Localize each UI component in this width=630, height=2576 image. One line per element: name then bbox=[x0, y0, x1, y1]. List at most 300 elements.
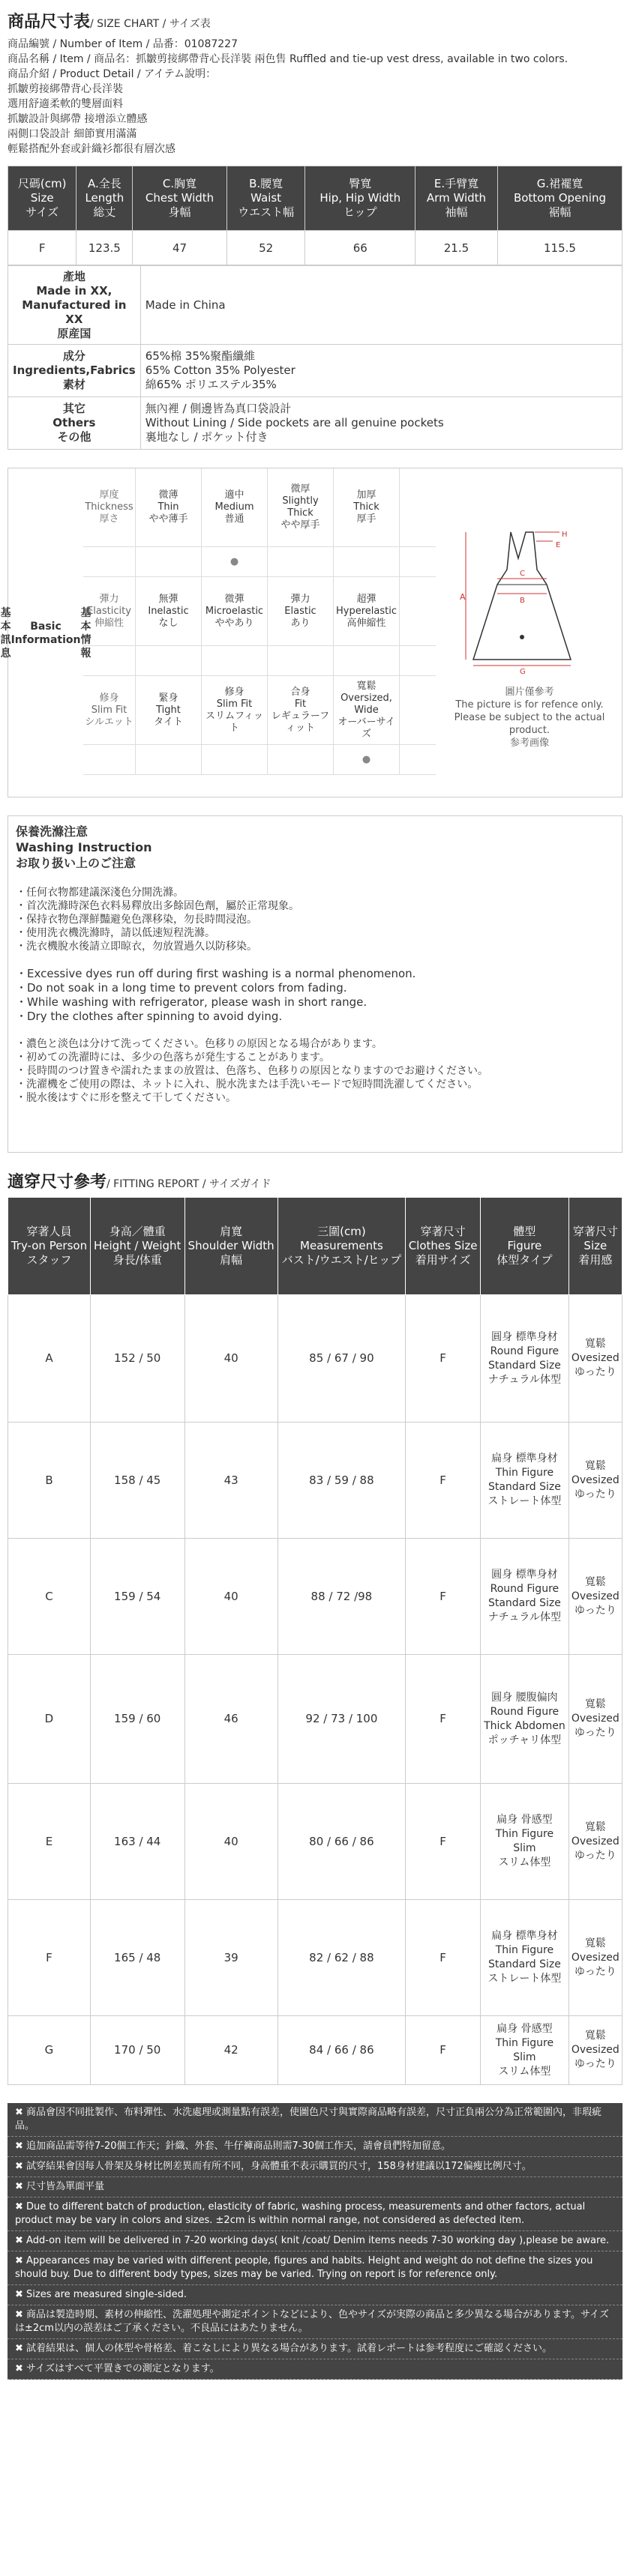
cell-line: 圓身 標準身材 bbox=[491, 1330, 558, 1343]
cell-line: ポッチャリ体型 bbox=[488, 1734, 562, 1746]
header-line: 體型 bbox=[513, 1225, 536, 1238]
header-line: 裾幅 bbox=[548, 205, 572, 219]
value-line: Without Lining / Side pockets are all genuine pockets bbox=[145, 416, 444, 429]
washing-en bbox=[16, 967, 614, 1024]
size-cell: 47 bbox=[133, 231, 226, 265]
cell-line: Round Figure bbox=[490, 1583, 560, 1595]
info-line: 商品名稱 / Item / 商品名：抓皺剪接綁帶背心長洋裝 兩色售 Ruffled and tie-up vest dress, available in two colors. bbox=[8, 53, 568, 65]
option-line: スリムフィット bbox=[206, 710, 263, 734]
wash-line: ・保持衣物色澤鮮豔避免色澤移染，勿長時間浸泡。 bbox=[16, 914, 257, 926]
option-line: やや厚手 bbox=[280, 519, 320, 531]
wash-line: ・任何衣物都建議深淺色分開洗滌。 bbox=[16, 887, 184, 899]
wash-line: ・首次洗滌時深色衣料易釋放出多餘固色劑，屬於正常現象。 bbox=[16, 900, 299, 912]
cell-line: ゆったり bbox=[574, 1849, 616, 1862]
option-line: Slim Fit bbox=[216, 698, 253, 710]
wash-line: ・濃色と淡色は分けて洗ってください。色移りの原因となる場合があります。 bbox=[16, 1038, 382, 1050]
row-name bbox=[83, 577, 136, 645]
header-line: 総丈 bbox=[93, 205, 116, 219]
header-line: 身幅 bbox=[168, 205, 191, 219]
selection-dot bbox=[268, 547, 334, 576]
option-cell bbox=[268, 577, 334, 645]
option-line: Medium bbox=[214, 501, 254, 513]
svg-text:A: A bbox=[460, 592, 466, 602]
selection-dot bbox=[136, 547, 202, 576]
fit-cell: C bbox=[8, 1539, 91, 1655]
note-line: ✖ 追加商品需等待7-20個工作天；針織、外套、牛仔褲商品則需7-30個工作天，請會員們特加留意。 bbox=[8, 2137, 622, 2157]
header-line: Measurements bbox=[300, 1239, 383, 1252]
cell-line: Standard Size bbox=[488, 1597, 561, 1609]
info-line: 選用舒適柔軟的雙層面料 bbox=[8, 98, 123, 110]
fit-cell: 88 / 72 /98 bbox=[278, 1539, 405, 1655]
origin-value: Made in China bbox=[140, 266, 622, 345]
fit-cell bbox=[481, 1423, 568, 1539]
header-line: Size bbox=[584, 1239, 608, 1252]
cell-line: Slim bbox=[513, 1842, 536, 1854]
fit-cell bbox=[481, 1784, 568, 1900]
material-table bbox=[8, 265, 622, 450]
size-cell: 21.5 bbox=[416, 231, 498, 265]
header-line: 尺碼(cm) bbox=[17, 177, 67, 190]
label-line: 基本訊息 bbox=[0, 607, 11, 660]
selection-dot bbox=[136, 646, 202, 675]
size-header bbox=[133, 166, 226, 231]
title-line: 保養洗滌注意 bbox=[16, 824, 88, 839]
name-line: シルエット bbox=[85, 716, 134, 728]
fit-cell: 83 / 59 / 88 bbox=[278, 1423, 405, 1539]
header-line: 着用サイズ bbox=[415, 1253, 471, 1267]
fit-cell: 84 / 66 / 86 bbox=[278, 2016, 405, 2085]
wash-line: ・洗濯機をご使用の際は、ネットに入れ、脱水洗または手洗いモードで短時間洗濯してください。 bbox=[16, 1079, 478, 1091]
label-line: 原産国 bbox=[57, 326, 92, 340]
selection-dot: ● bbox=[334, 745, 400, 774]
fit-cell: B bbox=[8, 1423, 91, 1539]
fit-cell: 170 / 50 bbox=[90, 2016, 184, 2085]
header-line: 身高／體重 bbox=[109, 1225, 166, 1238]
header-line: 体型タイプ bbox=[496, 1253, 553, 1267]
option-line: 合身 bbox=[290, 686, 310, 698]
cell-line: Round Figure bbox=[490, 1345, 560, 1357]
option-line: Oversized, Wide bbox=[340, 692, 392, 716]
note-line: ✖ Due to different batch of production, elasticity of fabric, washing process, measurements and other factors, actual product may be vary in colors and sizes. ±2cm is within normal range, not considered as defected item. bbox=[8, 2198, 622, 2231]
option-line: 緊身 bbox=[158, 692, 178, 704]
selection-dot bbox=[136, 745, 202, 774]
cell-line: 圓身 腰腹偏肉 bbox=[491, 1691, 558, 1704]
fit-header bbox=[278, 1198, 405, 1295]
header-line: 肩幅 bbox=[220, 1253, 243, 1267]
note-line: 参考画像 bbox=[509, 737, 549, 749]
fit-header bbox=[481, 1198, 568, 1295]
fit-cell: 46 bbox=[184, 1655, 278, 1784]
note-line: ✖ Appearances may be varied with different people, figures and habits. Height and weight do not define the sizes you should buy. Due to different body types, sizes may be varied. Trying on report is for reference only. bbox=[8, 2251, 622, 2285]
header-line: 袖幅 bbox=[445, 205, 468, 219]
option-cell bbox=[334, 577, 400, 645]
header-line: 臀寬 bbox=[349, 177, 372, 190]
fit-row bbox=[8, 2016, 622, 2085]
option-cell bbox=[202, 468, 268, 546]
note-line: ✖ サイズはすべて平置きでの測定となります。 bbox=[8, 2359, 622, 2380]
note-line: ✖ 試穿結果會因每人骨架及身材比例差異而有所不同，身高體重不表示購買的尺寸，158身材建議以172偏瘦比例尺寸。 bbox=[8, 2157, 622, 2177]
figure-note bbox=[451, 686, 608, 749]
cell-line: スリム体型 bbox=[498, 1856, 551, 1868]
wash-line: ・初めての洗濯時には、多少の色落ちが発生することがあります。 bbox=[16, 1052, 330, 1064]
option-line: レギュラーフィット bbox=[271, 710, 330, 734]
basic-info-grid bbox=[83, 468, 436, 775]
name-line: Elasticity bbox=[87, 605, 131, 617]
option-line: Elastic bbox=[284, 605, 316, 617]
basic-row bbox=[83, 468, 436, 547]
header-line: ヒップ bbox=[343, 205, 377, 219]
note-line: ✖ 商品會因不同批製作、布料彈性、水洗處理或測量點有誤差，使圖色尺寸與實際商品略有誤差，尺寸正負兩公分為正常範圍內，非瑕疵品。 bbox=[8, 2103, 622, 2137]
cell-line: Slim bbox=[513, 2051, 536, 2063]
washing-box bbox=[8, 815, 622, 1153]
option-line: Thick bbox=[353, 501, 380, 513]
option-line: 寬鬆 bbox=[356, 680, 376, 692]
fit-cell: 165 / 48 bbox=[90, 1900, 184, 2016]
option-cell bbox=[268, 468, 334, 546]
cell-line: Ovesized bbox=[571, 1590, 620, 1602]
info-line: 輕鬆搭配外套或針織衫都很有層次感 bbox=[8, 143, 176, 155]
size-cell: 123.5 bbox=[76, 231, 133, 265]
washing-ja bbox=[16, 1037, 614, 1105]
fit-cell bbox=[568, 1784, 622, 1900]
dot-row bbox=[83, 745, 436, 775]
option-cell bbox=[334, 468, 400, 546]
info-line: 抓皺剪接綁帶背心長洋裝 bbox=[8, 83, 123, 95]
cell-line: Ovesized bbox=[571, 1951, 620, 1964]
selection-dot: ● bbox=[202, 547, 268, 576]
option-line: 微薄 bbox=[158, 489, 178, 501]
option-cell bbox=[202, 676, 268, 744]
product-info bbox=[0, 37, 630, 157]
fit-cell: F bbox=[406, 1900, 481, 2016]
label-line: Manufactured in XX bbox=[22, 298, 127, 326]
option-line: 微厚 bbox=[290, 483, 310, 495]
fit-cell: 40 bbox=[184, 1295, 278, 1423]
header-line: G.裙襬寬 bbox=[536, 177, 584, 190]
fit-row bbox=[8, 1900, 622, 2016]
option-line: なし bbox=[158, 617, 178, 629]
wash-line: ・洗衣機脫水後請立即晾衣，勿放置過久以防移染。 bbox=[16, 941, 257, 953]
label-line: Others bbox=[52, 416, 96, 429]
fit-subtitle: / FITTING REPORT / サイズガイド bbox=[106, 1178, 272, 1190]
svg-text:B: B bbox=[520, 597, 525, 605]
cell-line: Thin Figure bbox=[495, 1828, 554, 1840]
header-line: バスト/ウエスト/ヒップ bbox=[281, 1253, 402, 1267]
cell-line: 寬鬆 bbox=[584, 1937, 606, 1949]
option-line: 高伸縮性 bbox=[346, 617, 386, 629]
header-line: B.腰寬 bbox=[249, 177, 284, 190]
cell-line: ストレート体型 bbox=[488, 1495, 562, 1507]
header-line: Waist bbox=[250, 191, 282, 205]
cell-line: Round Figure bbox=[490, 1705, 560, 1718]
svg-text:G: G bbox=[520, 668, 526, 675]
note-line: The picture is for refence only. Please be subject to the actual product. bbox=[454, 699, 605, 736]
cell-line: 圓身 標準身材 bbox=[491, 1569, 558, 1581]
fit-cell bbox=[568, 1900, 622, 2016]
fit-cell: E bbox=[8, 1784, 91, 1900]
fit-header bbox=[8, 1198, 91, 1295]
fit-cell: 152 / 50 bbox=[90, 1295, 184, 1423]
fit-cell: F bbox=[406, 1784, 481, 1900]
fit-row bbox=[8, 1423, 622, 1539]
wash-line: ・長時間のつけ置きや濡れたままの放置は、色落ち、色移りの原因となりますのでお避けください。 bbox=[16, 1065, 488, 1077]
cell-line: ゆったり bbox=[574, 1965, 616, 1978]
option-cell bbox=[202, 577, 268, 645]
option-line: やや薄手 bbox=[148, 513, 188, 525]
cell-line: Ovesized bbox=[571, 1352, 620, 1364]
notes-box bbox=[8, 2103, 622, 2380]
cell-line: Thin Figure bbox=[495, 1944, 554, 1956]
cell-line: Ovesized bbox=[571, 2044, 620, 2056]
size-header bbox=[76, 166, 133, 231]
size-table bbox=[8, 166, 622, 265]
cell-line: Thick Abdomen bbox=[484, 1719, 566, 1732]
composition-label bbox=[8, 345, 141, 397]
other-value bbox=[140, 397, 622, 450]
fit-cell: F bbox=[406, 1295, 481, 1423]
selection-dot bbox=[268, 646, 334, 675]
title-line: お取り扱い上のご注意 bbox=[16, 856, 136, 870]
title-line: Washing Instruction bbox=[16, 840, 152, 854]
fit-cell: F bbox=[406, 1655, 481, 1784]
cell-line: Ovesized bbox=[571, 1835, 620, 1847]
option-line: 加厚 bbox=[356, 489, 376, 501]
cell-line: ゆったり bbox=[574, 1727, 616, 1739]
selection-dot bbox=[334, 646, 400, 675]
label-line: 產地 bbox=[62, 269, 86, 283]
cell-line: Standard Size bbox=[488, 1958, 561, 1970]
fit-cell: 40 bbox=[184, 1784, 278, 1900]
option-line: 適中 bbox=[224, 489, 244, 501]
option-cell bbox=[136, 577, 202, 645]
fitting-table bbox=[8, 1197, 622, 2085]
dress-diagram bbox=[458, 525, 593, 675]
cell-line: 寬鬆 bbox=[584, 2030, 606, 2042]
size-cell: F bbox=[8, 231, 76, 265]
label-line: Made in XX, bbox=[36, 283, 112, 298]
note-line: ✖ Sizes are measured single-sided. bbox=[8, 2285, 622, 2305]
fit-header bbox=[90, 1198, 184, 1295]
fit-cell bbox=[568, 1295, 622, 1423]
name-line: 修身 bbox=[99, 692, 119, 704]
header-line: A.全長 bbox=[87, 177, 122, 190]
option-line: Tight bbox=[156, 704, 181, 716]
fit-cell: F bbox=[8, 1900, 91, 2016]
svg-text:C: C bbox=[520, 570, 525, 578]
option-line: Thin bbox=[158, 501, 179, 513]
header-line: 穿著人員 bbox=[26, 1225, 72, 1238]
cell-line: ゆったり bbox=[574, 2058, 616, 2070]
name-line: Thickness bbox=[85, 501, 134, 513]
cell-line: ゆったり bbox=[574, 1366, 616, 1378]
option-line: Hyperelastic bbox=[336, 605, 397, 617]
label-line: その他 bbox=[57, 430, 92, 444]
selection-dot bbox=[334, 547, 400, 576]
origin-label bbox=[8, 266, 141, 345]
fit-cell: 159 / 54 bbox=[90, 1539, 184, 1655]
fit-cell: G bbox=[8, 2016, 91, 2085]
fit-cell bbox=[568, 2016, 622, 2085]
name-line: 厚度 bbox=[99, 489, 119, 501]
name-line: 彈力 bbox=[99, 593, 119, 605]
cell-line: 扁身 骨感型 bbox=[496, 1814, 553, 1826]
size-header bbox=[226, 166, 305, 231]
label-line: Basic Information bbox=[10, 621, 81, 646]
composition-value bbox=[140, 345, 622, 397]
fit-cell bbox=[481, 1295, 568, 1423]
note-line: 圖片僅參考 bbox=[505, 687, 554, 698]
header-line: 穿著尺寸 bbox=[572, 1225, 618, 1238]
note-line: ✖ 商品は製造時期、素材の伸縮性、洗濯処理や測定ポイントなどにより、色やサイズが実際の商品と多少異なる場合があります。サイズは±2cm以内の誤差はご了承ください。不良品にはあたりません。 bbox=[8, 2305, 622, 2339]
header-line: C.胸寬 bbox=[162, 177, 197, 190]
cell-line: 扁身 標準身材 bbox=[491, 1930, 558, 1942]
cell-line: 寬鬆 bbox=[584, 1338, 606, 1350]
value-line: 綿65% ポリエステル35% bbox=[145, 378, 277, 391]
svg-text:E: E bbox=[556, 541, 561, 549]
option-line: Slightly Thick bbox=[282, 495, 319, 519]
fit-cell: 85 / 67 / 90 bbox=[278, 1295, 405, 1423]
option-line: あり bbox=[290, 617, 310, 629]
header-line: 着用感 bbox=[578, 1253, 613, 1267]
fit-cell: 39 bbox=[184, 1900, 278, 2016]
fit-header bbox=[406, 1198, 481, 1295]
fit-cell: 163 / 44 bbox=[90, 1784, 184, 1900]
note-line: ✖ 試着結果は、個人の体型や骨格差、着こなしにより異なる場合があります。試着レポートは参考程度にご確認ください。 bbox=[8, 2339, 622, 2359]
option-line: 修身 bbox=[224, 686, 244, 698]
option-line: Microelastic bbox=[205, 605, 264, 617]
fit-row bbox=[8, 1784, 622, 1900]
fit-row bbox=[8, 1539, 622, 1655]
value-line: 無內裡 / 側邊皆為真口袋設計 bbox=[145, 402, 292, 415]
fit-cell: 43 bbox=[184, 1423, 278, 1539]
wash-line: ・Do not soak in a long time to prevent colors from fading. bbox=[16, 981, 347, 995]
option-cell bbox=[136, 676, 202, 744]
cell-line: スリム体型 bbox=[498, 2065, 551, 2078]
header-line: Length bbox=[85, 191, 124, 205]
option-line: 無彈 bbox=[158, 593, 178, 605]
header-line: ウエスト幅 bbox=[238, 205, 295, 219]
fit-header bbox=[184, 1198, 278, 1295]
cell-line: ナチュラル体型 bbox=[488, 1373, 561, 1386]
cell-line: ストレート体型 bbox=[488, 1973, 562, 1985]
size-header bbox=[305, 166, 416, 231]
dot-row bbox=[83, 646, 436, 676]
info-line: 兩側口袋設計 細節實用滿滿 bbox=[8, 128, 137, 140]
dot-row bbox=[83, 547, 436, 577]
wash-line: ・脱水後はすぐに形を整えて干してください。 bbox=[16, 1092, 236, 1104]
header-line: Bottom Opening bbox=[513, 191, 606, 205]
fit-cell: 158 / 45 bbox=[90, 1423, 184, 1539]
header-line: 肩寬 bbox=[220, 1225, 243, 1238]
wash-line: ・Dry the clothes after spinning to avoid dying. bbox=[16, 1010, 283, 1023]
fit-cell bbox=[481, 1655, 568, 1784]
header-line: Arm Width bbox=[426, 191, 487, 205]
svg-text:H: H bbox=[562, 531, 568, 539]
other-label bbox=[8, 397, 141, 450]
header-line: 三圍(cm) bbox=[317, 1225, 366, 1238]
note-line: ✖ Add-on item will be delivered in 7-20 working days( knit /coat/ Denim items needs 7-30 working day ),please be aware. bbox=[8, 2231, 622, 2251]
cell-line: Thin Figure bbox=[495, 2036, 554, 2049]
size-chart-title bbox=[0, 0, 630, 37]
fit-cell: 159 / 60 bbox=[90, 1655, 184, 1784]
header-line: Figure bbox=[507, 1239, 542, 1252]
cell-line: 寬鬆 bbox=[584, 1821, 606, 1833]
selection-dot bbox=[268, 745, 334, 774]
fit-row bbox=[8, 1295, 622, 1423]
option-line: 普通 bbox=[224, 513, 244, 525]
size-cell: 52 bbox=[226, 231, 305, 265]
fit-cell: A bbox=[8, 1295, 91, 1423]
name-line: Slim Fit bbox=[91, 704, 128, 716]
option-line: 厚手 bbox=[356, 513, 376, 525]
header-line: Shoulder Width bbox=[188, 1239, 274, 1252]
fit-cell: 92 / 73 / 100 bbox=[278, 1655, 405, 1784]
cell-line: 寬鬆 bbox=[584, 1459, 606, 1472]
size-header bbox=[416, 166, 498, 231]
info-line: 商品介紹 / Product Detail / アイテム說明： bbox=[8, 68, 217, 80]
info-line: 商品編號 / Number of Item / 品番：01087227 bbox=[8, 38, 238, 50]
washing-zh bbox=[16, 886, 614, 953]
option-line: Fit bbox=[294, 698, 307, 710]
label-line: 素材 bbox=[62, 378, 86, 391]
label-line: 成分 bbox=[62, 349, 86, 363]
label-line: 基本情報 bbox=[80, 607, 92, 660]
option-cell bbox=[136, 468, 202, 546]
size-header bbox=[8, 166, 76, 231]
wash-line: ・Excessive dyes run off during first washing is a normal phenomenon. bbox=[16, 967, 416, 980]
value-line: 65%棉 35%聚酯纖維 bbox=[145, 349, 256, 363]
basic-info-box bbox=[0, 468, 622, 797]
header-line: Hip, Hip Width bbox=[320, 191, 401, 205]
cell-line: 寬鬆 bbox=[584, 1698, 606, 1710]
fit-cell: 42 bbox=[184, 2016, 278, 2085]
fit-cell bbox=[568, 1423, 622, 1539]
header-line: サイズ bbox=[26, 205, 59, 219]
cell-line: 扁身 骨感型 bbox=[496, 2022, 553, 2035]
option-line: 超彈 bbox=[356, 593, 376, 605]
basic-row bbox=[83, 676, 436, 745]
cell-line: ゆったり bbox=[574, 1488, 616, 1500]
header-line: 穿著尺寸 bbox=[420, 1225, 466, 1238]
fit-cell bbox=[568, 1655, 622, 1784]
wash-line: ・使用洗衣機洗滌時，請以低速短程洗滌。 bbox=[16, 927, 215, 939]
name-line: 厚さ bbox=[99, 513, 119, 525]
fit-cell bbox=[481, 1539, 568, 1655]
row-name bbox=[83, 676, 136, 744]
selection-dot bbox=[202, 745, 268, 774]
cell-line: Thin Figure bbox=[495, 1467, 554, 1479]
cell-line: Ovesized bbox=[571, 1713, 620, 1725]
size-cell: 66 bbox=[305, 231, 416, 265]
header-line: Size bbox=[30, 191, 54, 205]
note-line: ✖ 尺寸皆為單面平量 bbox=[8, 2177, 622, 2198]
basic-row bbox=[83, 577, 436, 646]
value-line: 裏地なし / ポケット付き bbox=[145, 430, 268, 444]
fit-cell: 40 bbox=[184, 1539, 278, 1655]
cell-line: Standard Size bbox=[488, 1481, 561, 1493]
header-line: スタッフ bbox=[26, 1253, 72, 1267]
header-line: 身長/体重 bbox=[112, 1253, 162, 1267]
option-line: 彈力 bbox=[290, 593, 310, 605]
option-line: 微彈 bbox=[224, 593, 244, 605]
name-line: 伸縮性 bbox=[94, 617, 124, 629]
label-line: Ingredients,Fabrics bbox=[13, 364, 136, 377]
fit-cell: F bbox=[406, 1423, 481, 1539]
fit-cell: 82 / 62 / 88 bbox=[278, 1900, 405, 2016]
fit-cell bbox=[481, 1900, 568, 2016]
option-cell bbox=[268, 676, 334, 744]
size-cell: 115.5 bbox=[497, 231, 622, 265]
